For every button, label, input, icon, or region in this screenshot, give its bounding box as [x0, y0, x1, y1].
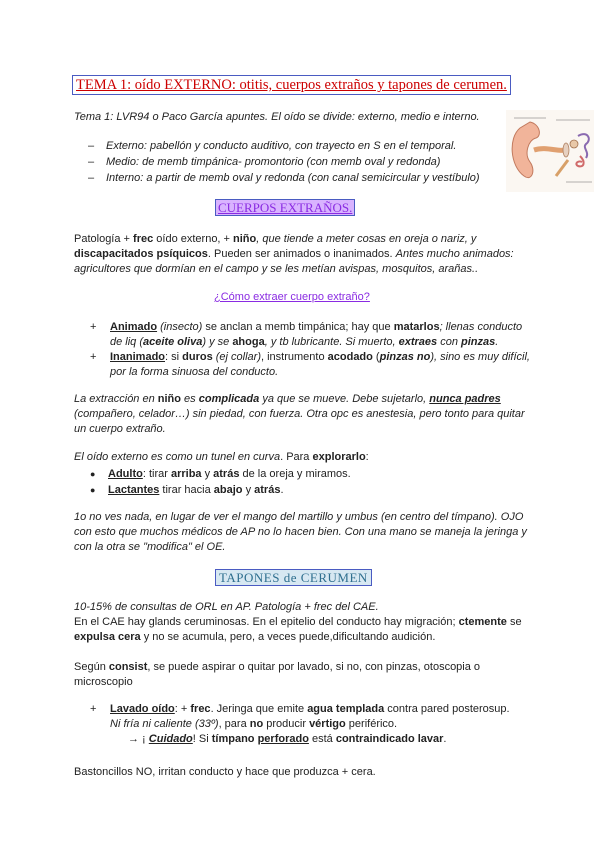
- paragraph-consultas: 10-15% de consultas de ORL en AP. Patología + frec del CAE. En el CAE hay glands ceruminosas. En el epitelio del conducto hay migración; ctemente se expulsa cera y no se acumula, pero, a veces puede,dificultando audición.: [74, 601, 522, 643]
- section-title-cuerpos-extranos: CUERPOS EXTRAÑOS.: [218, 200, 353, 215]
- paragraph-bastoncillos: Bastoncillos NO, irritan conducto y hace que produzca + cera.: [74, 766, 376, 778]
- list-item: – Externo: pabellón y conducto auditivo, con trayecto en S en el temporal.: [88, 138, 498, 154]
- list-item-lavado: + Lavado oído: + frec. Jeringa que emite agua templada contra pared posterosup. Ni fría ni caliente (33º), para no producir vértigo periférico. → ¡ Cuidado! Si tímpano perforado está contraindicado lavar.: [90, 702, 530, 747]
- exploration-list: [90, 466, 510, 498]
- list-item-lactantes: ● Lactantes tirar hacia abajo y atrás.: [90, 482, 510, 498]
- list-item: – Medio: de memb timpánica- promontorio (con memb oval y redonda): [88, 154, 498, 170]
- lavado-list: [90, 702, 530, 747]
- paragraph-ojo: 1o no ves nada, en lugar de ver el mango del martillo y umbus (en centro del tímpano). OJO con esto que muchos médicos de AP no lo hacen bien. Con una mano se maneja la jeringa y con la otra se "modifica" el OE.: [74, 511, 527, 553]
- ear-diagram-image: [506, 110, 594, 192]
- paragraph-consist: Según consist, se puede aspirar o quitar por lavado, si no, con pinzas, otoscopia o microscopio: [74, 661, 481, 688]
- paragraph-patologia: Patología + frec oído externo, + niño, que tiende a meter cosas en oreja o nariz, y discapacitados psíquicos. Pueden ser animados o inanimados. Antes mucho animados: agricultores que dormían en el campo y se les metían avispas, mosquitos, arañas..: [74, 233, 514, 275]
- page-title: TEMA 1: oído EXTERNO: otitis, cuerpos extraños y tapones de cerumen.: [76, 77, 507, 93]
- list-item: – Interno: a partir de memb oval y redonda (con canal semicircular y vestíbulo): [88, 170, 498, 186]
- question-heading: ¿Cómo extraer cuerpo extraño?: [214, 291, 370, 303]
- list-item-inanimado: + Inanimado: si duros (ej collar), instrumento acodado (pinzas no), sino es muy difícil, por la forma sinuosa del conducto.: [90, 350, 530, 380]
- intro-text: Tema 1: LVR94 o Paco García apuntes. El oído se divide: externo, medio e interno.: [74, 111, 480, 123]
- ear-parts-list: [88, 138, 498, 186]
- section-title-tapones: TAPONES de CERUMEN: [216, 570, 371, 586]
- list-item-adulto: ● Adulto: tirar arriba y atrás de la oreja y miramos.: [90, 466, 510, 482]
- list-item-animado: + Animado (insecto) se anclan a memb timpánica; hay que matarlos; llenas conducto de liq (aceite oliva) y se ahoga, y tb lubricante. Si muerto, extraes con pinzas.: [90, 320, 530, 350]
- extraction-list: [90, 320, 530, 380]
- paragraph-tunel: El oído externo es como un tunel en curva. Para explorarlo:: [74, 451, 369, 463]
- paragraph-extraccion-nino: La extracción en niño es complicada ya que se mueve. Debe sujetarlo, nunca padres (compañero, celador…) sin piedad, con fuerza. Otra opc es anestesia, pero tonto para quitar un cuerpo extraño.: [74, 393, 525, 435]
